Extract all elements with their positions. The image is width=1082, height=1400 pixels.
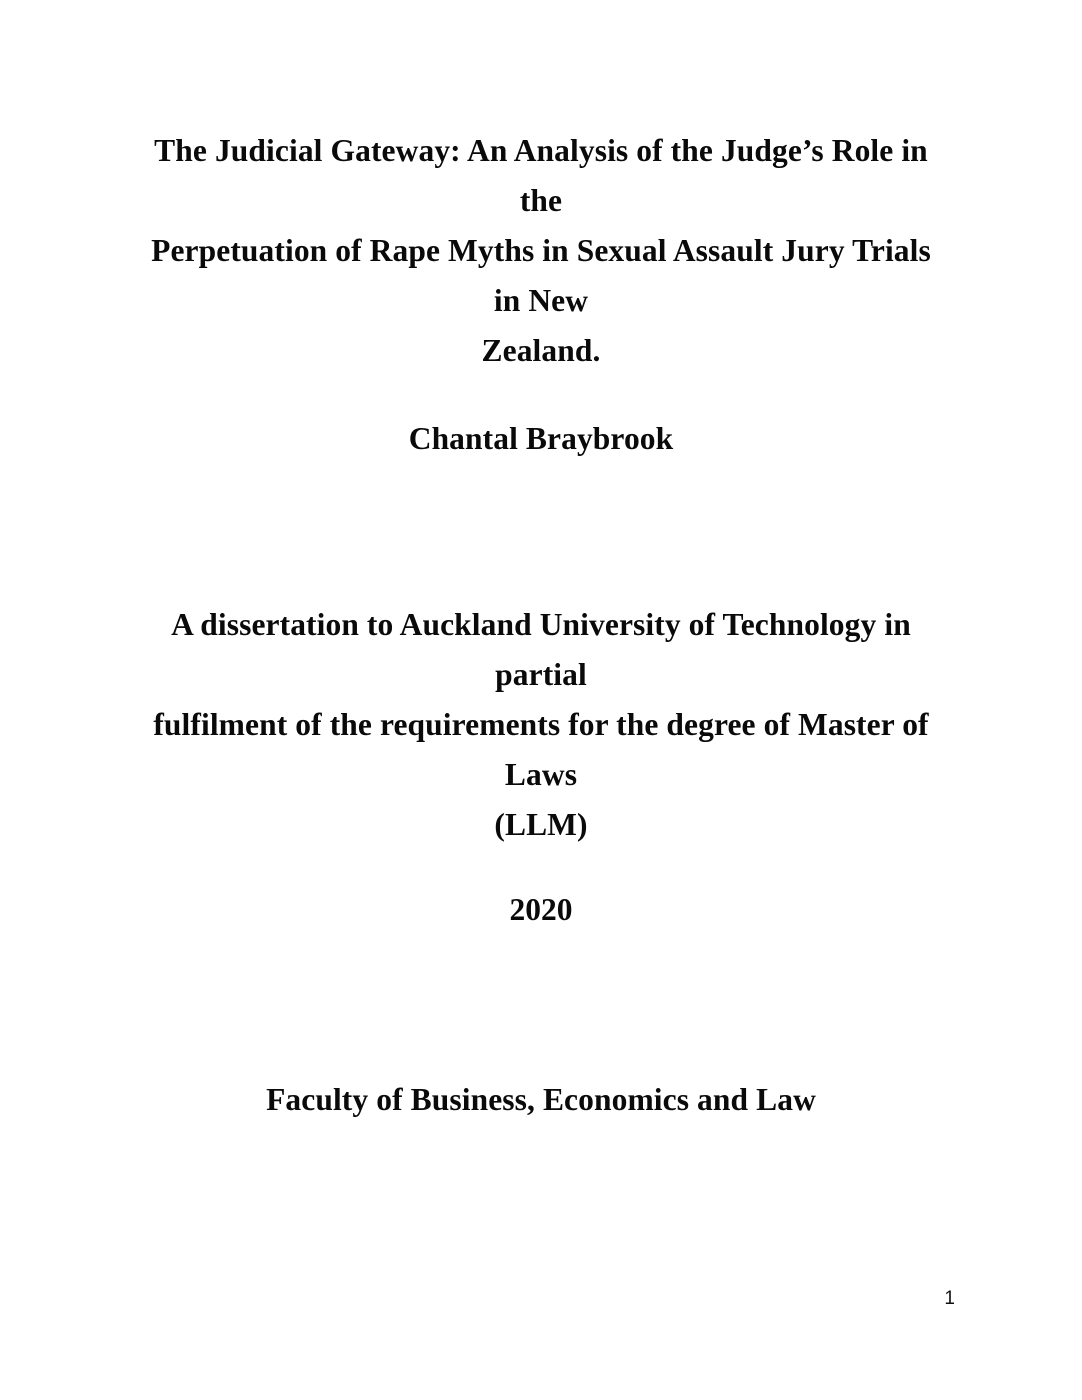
- page-title: [141, 126, 941, 376]
- title-line-3: Zealand.: [481, 333, 601, 368]
- degree-statement-line-1: A dissertation to Auckland University of Technology in partial: [171, 607, 911, 692]
- title-line-1: The Judicial Gateway: An Analysis of the Judge’s Role in the: [154, 133, 928, 218]
- degree-statement-line-2: fulfilment of the requirements for the degree of Master of Laws: [153, 707, 929, 792]
- author-name: [141, 414, 941, 464]
- faculty-name-text: Faculty of Business, Economics and Law: [266, 1082, 816, 1117]
- page-number: 1: [944, 1288, 955, 1309]
- degree-statement: [141, 600, 941, 850]
- degree-statement-line-3: (LLM): [494, 807, 588, 842]
- publication-year: [141, 885, 941, 935]
- publication-year-text: 2020: [509, 892, 573, 927]
- title-line-2: Perpetuation of Rape Myths in Sexual Assault Jury Trials in New: [151, 233, 931, 318]
- faculty-name: [141, 1075, 941, 1125]
- author-name-text: Chantal Braybrook: [408, 421, 674, 456]
